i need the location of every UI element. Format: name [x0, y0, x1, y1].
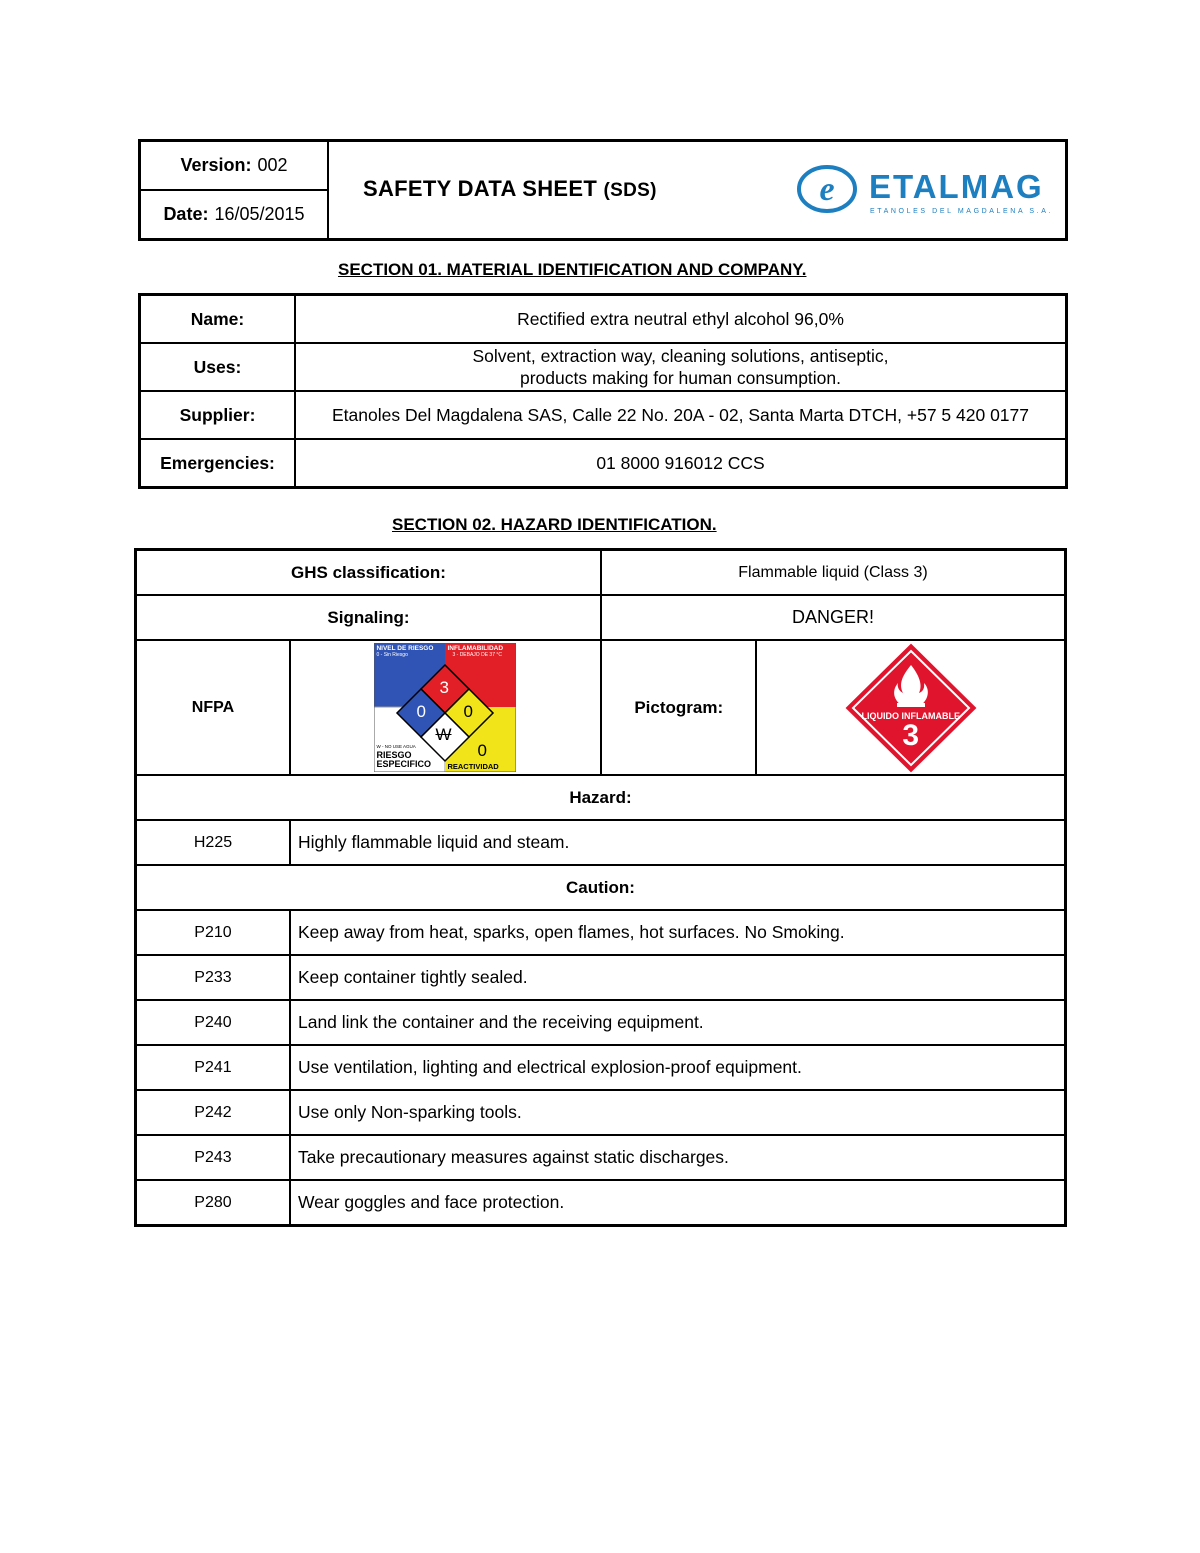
- emergencies-value: 01 8000 916012 CCS: [295, 439, 1067, 488]
- nfpa-specific-caption-1: RIESGO: [376, 750, 412, 760]
- table-row: [140, 391, 1067, 439]
- nfpa-health-value: 0: [416, 702, 426, 721]
- nfpa-flammability-value: 3: [439, 678, 449, 697]
- table-row: [136, 1045, 1066, 1090]
- caution-code: P242: [136, 1090, 290, 1135]
- caution-code: P243: [136, 1135, 290, 1180]
- logo-graphic: [797, 162, 1053, 220]
- name-label: Name:: [140, 295, 296, 344]
- nfpa-specific-caption-2: ESPECIFICO: [376, 759, 431, 769]
- version-date-block: [141, 142, 329, 238]
- table-row: [136, 955, 1066, 1000]
- nfpa-flammability-sub: 3 - DEBAJO DE 37 °C: [452, 652, 502, 658]
- section2-title: SECTION 02. HAZARD IDENTIFICATION.: [392, 515, 717, 534]
- pictogram-diamond-graphic: [841, 643, 981, 773]
- flammable-liquid-pictogram: [841, 643, 981, 773]
- caution-text: Wear goggles and face protection.: [290, 1180, 1066, 1226]
- pictogram-class-number: 3: [902, 718, 920, 752]
- pictogram-cell: [756, 640, 1065, 775]
- table-row: [140, 295, 1067, 344]
- version-label: Version:: [180, 155, 252, 175]
- table-row: [136, 775, 1066, 820]
- nfpa-specific-sub: W - NO USE AGUA: [376, 744, 416, 749]
- nfpa-health-sub: 0 - Sin Riesgo: [376, 652, 408, 658]
- caution-text: Land link the container and the receiving equipment.: [290, 1000, 1066, 1045]
- version-value: 002: [257, 155, 288, 175]
- section1-title: SECTION 01. MATERIAL IDENTIFICATION AND COMPANY.: [338, 260, 807, 279]
- table-row: [136, 910, 1066, 955]
- document-header: [138, 139, 1068, 241]
- table-row: [136, 595, 1066, 640]
- nfpa-flammability-caption: INFLAMABILIDAD: [447, 645, 504, 652]
- date-label: Date:: [163, 204, 209, 224]
- hazard-label: Hazard:: [136, 775, 1066, 820]
- company-logo: [797, 162, 1053, 220]
- caution-code: P210: [136, 910, 290, 955]
- document-title-text: SAFETY DATA SHEET: [363, 176, 598, 201]
- caution-text: Keep away from heat, sparks, open flames, hot surfaces. No Smoking.: [290, 910, 1066, 955]
- signaling-value: DANGER!: [601, 595, 1066, 640]
- caution-code: P241: [136, 1045, 290, 1090]
- table-row: [136, 1000, 1066, 1045]
- nfpa-cell: [290, 640, 601, 775]
- table-row: [136, 550, 1066, 596]
- caution-text: Keep container tightly sealed.: [290, 955, 1066, 1000]
- uses-value: [295, 343, 1067, 391]
- table-row: [136, 640, 1066, 775]
- ghs-label: GHS classification:: [136, 550, 601, 596]
- name-value: Rectified extra neutral ethyl alcohol 96,0%: [295, 295, 1067, 344]
- table-row: [136, 1090, 1066, 1135]
- uses-value-line1: Solvent, extraction way, cleaning solutions, antiseptic,: [472, 346, 889, 366]
- version-cell: [141, 142, 327, 189]
- hazard-text: Highly flammable liquid and steam.: [290, 820, 1066, 865]
- supplier-label: Supplier:: [140, 391, 296, 439]
- logo-tagline: ETANOLES DEL MAGDALENA S.A.S: [870, 208, 1053, 215]
- document-title: [363, 176, 657, 202]
- table-row: [136, 1135, 1066, 1180]
- title-block: [329, 142, 1065, 238]
- emergencies-label: Emergencies:: [140, 439, 296, 488]
- uses-label: Uses:: [140, 343, 296, 391]
- logo-mark: e: [819, 171, 835, 208]
- pictogram-label: Pictogram:: [601, 640, 756, 775]
- supplier-value: Etanoles Del Magdalena SAS, Calle 22 No. 20A - 02, Santa Marta DTCH, +57 5 420 0177: [295, 391, 1067, 439]
- nfpa-reactivity-caption: REACTIVIDAD: [447, 762, 499, 771]
- hazard-table: [134, 548, 1067, 1227]
- caution-code: P233: [136, 955, 290, 1000]
- date-cell: [141, 189, 327, 238]
- caution-code: P280: [136, 1180, 290, 1226]
- document-title-suffix: (SDS): [603, 180, 657, 201]
- caution-text: Take precautionary measures against static discharges.: [290, 1135, 1066, 1180]
- nfpa-health-caption: NIVEL DE RIESGO: [376, 645, 434, 652]
- pictogram-text: LIQUIDO INFLAMABLE: [861, 710, 960, 721]
- caution-label: Caution:: [136, 865, 1066, 910]
- nfpa-label: NFPA: [136, 640, 290, 775]
- date-value: 16/05/2015: [214, 204, 305, 224]
- table-row: [136, 820, 1066, 865]
- nfpa-diamond: [374, 643, 516, 772]
- signaling-label: Signaling:: [136, 595, 601, 640]
- nfpa-reactivity-value: 0: [463, 702, 473, 721]
- uses-value-line2: products making for human consumption.: [520, 368, 841, 388]
- caution-text: Use only Non-sparking tools.: [290, 1090, 1066, 1135]
- identification-table: [138, 293, 1068, 489]
- table-row: [140, 439, 1067, 488]
- hazard-code: H225: [136, 820, 290, 865]
- table-row: [136, 865, 1066, 910]
- table-row: [140, 343, 1067, 391]
- caution-code: P240: [136, 1000, 290, 1045]
- ghs-value: Flammable liquid (Class 3): [601, 550, 1066, 596]
- nfpa-specific-value: W: [435, 725, 452, 744]
- table-row: [136, 1180, 1066, 1226]
- caution-text: Use ventilation, lighting and electrical explosion-proof equipment.: [290, 1045, 1066, 1090]
- nfpa-reactivity-corner-value: 0: [477, 741, 487, 760]
- logo-name: ETALMAG: [869, 168, 1044, 205]
